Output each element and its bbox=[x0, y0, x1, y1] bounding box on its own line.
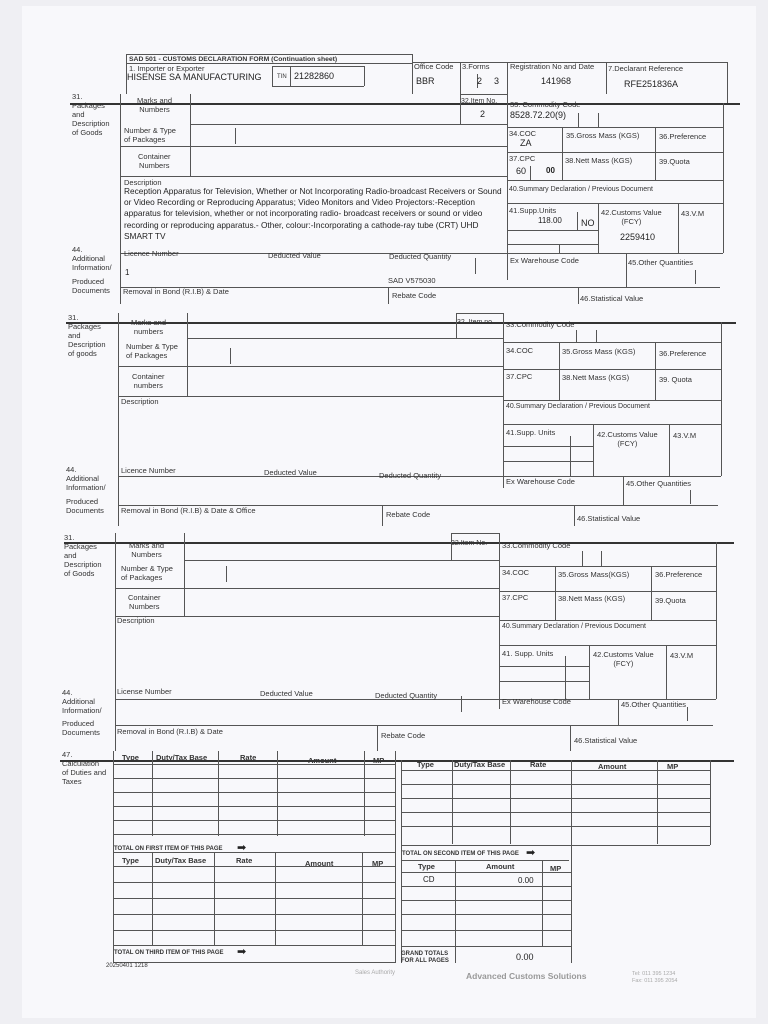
coc-label-2: 34.COC bbox=[506, 346, 534, 355]
forms-total: 3 bbox=[494, 76, 500, 86]
supp-units-label-2: 41.Supp. Units bbox=[506, 428, 556, 437]
form-title: SAD 501 - CUSTOMS DECLARATION FORM (Continuation sheet) bbox=[129, 56, 338, 63]
arrow-right-icon: ➡ bbox=[237, 842, 247, 854]
deducted-quantity-label-2: Deducted Quantity bbox=[379, 471, 442, 480]
calc-rate-header-2: Rate bbox=[530, 760, 547, 769]
produced-doc-value: SAD V575030 bbox=[388, 276, 436, 285]
total-first-label: TOTAL ON FIRST ITEM OF THIS PAGE bbox=[114, 846, 223, 852]
nett-mass-label: 38.Nett Mass (KGS) bbox=[565, 156, 633, 165]
cpc-label-3: 37.CPC bbox=[502, 593, 529, 602]
preference-label: 36.Preference bbox=[659, 132, 707, 141]
cpc-label-2: 37.CPC bbox=[506, 372, 533, 381]
total-third-label: TOTAL ON THIRD ITEM OF THIS PAGE bbox=[114, 950, 224, 956]
tin-label: TIN bbox=[277, 74, 287, 80]
vm-label-3: 43.V.M bbox=[670, 651, 694, 660]
grand-totals-label: GRAND TOTALS FOR ALL PAGES bbox=[401, 951, 449, 964]
additional-side-label-3: 44. Additional Information/ bbox=[62, 688, 102, 715]
gross-mass-label: 35.Gross Mass (KGS) bbox=[566, 131, 640, 140]
arrow-right-icon: ➡ bbox=[237, 946, 247, 958]
quota-label: 39.Quota bbox=[659, 157, 690, 166]
commodity-code-label-3: 33.Commodity Code bbox=[502, 541, 571, 550]
calc-amount-header-3: Amount bbox=[305, 859, 334, 868]
statistical-value-label-3: 46.Statistical Value bbox=[574, 736, 638, 745]
calc-rate-header-3: Rate bbox=[236, 856, 253, 865]
cpc-label: 37.CPC bbox=[509, 154, 536, 163]
number-type-label-2: Number & Type of Packages bbox=[126, 342, 178, 360]
removal-bond-label: Removal in Bond (R.I.B) & Date bbox=[123, 287, 229, 296]
customs-value-label-3: 42.Customs Value (FCY) bbox=[593, 650, 654, 668]
nett-mass-label-3: 38.Nett Mass (KGS) bbox=[558, 594, 626, 603]
calc-mp-header-1: MP bbox=[373, 756, 385, 765]
cpc-suffix: 00 bbox=[546, 166, 555, 175]
goods-description: Reception Apparatus for Television, Whether or Not Incorporating Radio-broadcast Receivers or Sound or Video Recording or Reproducing Apparatus; Video Monitors and Video Projectors:-Reception apparatus for television, whether or not incorporating radio- broadcast receivers or sound or video recording or reproducing apparatus.- Other, colour:-Incorporating a cathode-ray tube (CRT) UHD SMART TV bbox=[124, 186, 502, 241]
additional-side-label: 44. Additional Information/ bbox=[72, 245, 112, 272]
statistical-value-label: 46.Statistical Value bbox=[580, 294, 644, 303]
statistical-value-label-2: 46.Statistical Value bbox=[577, 514, 641, 523]
gross-mass-label-2: 35.Gross Mass (KGS) bbox=[562, 347, 636, 356]
produced-side-label-2: Produced Documents bbox=[66, 497, 104, 515]
supp-units-value: 118.00 bbox=[538, 216, 562, 225]
quota-label-3: 39.Quota bbox=[655, 596, 686, 605]
marks-label-2: Marks and numbers bbox=[131, 318, 167, 336]
ex-warehouse-label: Ex Warehouse Code bbox=[510, 256, 579, 265]
customs-value-label-2: 42.Customs Value (FCY) bbox=[597, 430, 658, 448]
licence-value: 1 bbox=[125, 268, 130, 277]
footer-faint-left: Sales Authority bbox=[355, 970, 396, 976]
summary-decl-label-3: 40.Summary Declaration / Previous Document bbox=[502, 623, 646, 630]
packages-side-label-3: 31. Packages and Description of Goods bbox=[64, 533, 102, 578]
removal-bond-office-label: Removal in Bond (R.I.B) & Date & Office bbox=[121, 506, 256, 515]
calc-type-header-3: Type bbox=[122, 856, 139, 865]
marks-label: Marks and Numbers bbox=[137, 96, 173, 114]
removal-bond-label-3: Removal in Bond (R.I.B) & Date bbox=[117, 727, 223, 736]
tin-value: 21282860 bbox=[294, 71, 335, 81]
rebate-code-label: Rebate Code bbox=[392, 291, 437, 300]
footer-faint-right-1: Tel: 011 395 1234 bbox=[632, 971, 676, 977]
calc-amount-header-2: Amount bbox=[598, 762, 627, 771]
licence-label-3: License Number bbox=[117, 687, 172, 696]
forms-current: 2 bbox=[477, 76, 483, 86]
coc-label-3: 34.COC bbox=[502, 568, 530, 577]
container-label-3: Container Numbers bbox=[128, 593, 161, 611]
supp-units-label-3: 41. Supp. Units bbox=[502, 649, 554, 658]
calc-base-header-3: Duty/Tax Base bbox=[155, 856, 207, 865]
description-label-3: Description bbox=[117, 616, 155, 625]
cpc-value: 60 bbox=[516, 166, 527, 176]
other-quantities-label-2: 45.Other Quantities bbox=[626, 479, 692, 488]
item-no-label-3: 32.Item No. bbox=[451, 540, 488, 547]
calc-type-header-1: Type bbox=[122, 753, 139, 762]
preference-label-2: 36.Preference bbox=[659, 349, 707, 358]
commodity-code-label-2: 33.Commodity Code bbox=[506, 320, 575, 329]
footer-company: Advanced Customs Solutions bbox=[466, 971, 587, 981]
container-label: Container Numbers bbox=[138, 152, 171, 170]
calc-amount-header-1: Amount bbox=[308, 756, 337, 765]
description-label: Description bbox=[124, 178, 162, 187]
container-label-2: Container numbers bbox=[132, 372, 165, 390]
supp-units-unit: NO bbox=[581, 218, 595, 228]
calc-side-label: 47. Calculation of Duties and Taxes bbox=[62, 750, 107, 786]
preference-label-3: 36.Preference bbox=[655, 570, 703, 579]
coc-label: 34.COC bbox=[509, 129, 537, 138]
other-quantities-label-3: 45.Other Quantities bbox=[621, 700, 687, 709]
calc-type-header-4: Type bbox=[418, 862, 435, 871]
supp-units-label: 41.Supp.Units bbox=[509, 206, 557, 215]
vm-label-2: 43.V.M bbox=[673, 431, 697, 440]
other-quantities-label: 45.Other Quantities bbox=[628, 258, 694, 267]
nett-mass-label-2: 38.Nett Mass (KGS) bbox=[562, 373, 630, 382]
coc-value: ZA bbox=[520, 138, 532, 148]
calc-base-header-1: Duty/Tax Base bbox=[156, 753, 208, 762]
licence-label: Licence Number bbox=[124, 249, 179, 258]
calc-mp-header-3: MP bbox=[372, 859, 384, 868]
calc-mp-header-4: MP bbox=[550, 864, 562, 873]
grand-total-value: 0.00 bbox=[516, 952, 534, 962]
importer-label: 1. Importer or Exporter bbox=[129, 64, 205, 73]
marks-label-3: Marks and Numbers bbox=[129, 541, 165, 559]
deducted-quantity-label: Deducted Quantity bbox=[389, 252, 452, 261]
registration-label: Registration No and Date bbox=[510, 62, 595, 71]
rebate-code-label-2: Rebate Code bbox=[386, 510, 431, 519]
ex-warehouse-label-3: Ex Warehouse Code bbox=[502, 697, 571, 706]
vm-label: 43.V.M bbox=[681, 209, 705, 218]
deducted-value-label-3: Deducted Value bbox=[260, 689, 313, 698]
number-type-label: Number & Type of Packages bbox=[124, 126, 176, 144]
item-no-label: 32.Item No. bbox=[461, 98, 498, 105]
ex-warehouse-label-2: Ex Warehouse Code bbox=[506, 477, 575, 486]
deducted-value-label: Deducted Value bbox=[268, 251, 321, 260]
registration-value: 141968 bbox=[541, 76, 572, 86]
arrow-right-icon: ➡ bbox=[526, 847, 536, 859]
description-label-2: Description bbox=[121, 397, 159, 406]
quota-label-2: 39. Quota bbox=[659, 375, 692, 384]
deducted-quantity-label-3: Deducted Quantity bbox=[375, 691, 438, 700]
importer-name: HISENSE SA MANUFACTURING bbox=[127, 72, 262, 82]
item-no-value: 2 bbox=[480, 109, 486, 119]
produced-side-label: Produced Documents bbox=[72, 277, 110, 295]
office-code-label: Office Code bbox=[414, 62, 454, 71]
rebate-code-label-3: Rebate Code bbox=[381, 731, 426, 740]
gross-mass-label-3: 35.Gross Mass(KGS) bbox=[558, 570, 630, 579]
declarant-ref-value: RFE251836A bbox=[624, 79, 679, 89]
number-type-label-3: Number & Type of Packages bbox=[121, 564, 173, 582]
licence-label-2: Licence Number bbox=[121, 466, 176, 475]
commodity-code-value: 8528.72.20(9) bbox=[510, 110, 567, 120]
commodity-code-label: 33. Commodity Code bbox=[510, 100, 581, 109]
packages-side-label-2: 31. Packages and Description of goods bbox=[68, 313, 106, 358]
deducted-value-label-2: Deducted Value bbox=[264, 468, 317, 477]
summary-decl-label: 40.Summary Declaration / Previous Document bbox=[509, 186, 653, 193]
produced-side-label-3: Produced Documents bbox=[62, 719, 100, 737]
item-no-label-2: 32. Item no. bbox=[457, 319, 494, 326]
total-amount-value: 0.00 bbox=[518, 876, 534, 885]
customs-value-label: 42.Customs Value (FCY) bbox=[601, 208, 662, 226]
forms-label: 3.Forms bbox=[462, 62, 490, 71]
summary-decl-label-2: 40.Summary Declaration / Previous Document bbox=[506, 403, 650, 410]
footer-code: 20250401 1218 bbox=[106, 963, 148, 969]
calc-rate-header-1: Rate bbox=[240, 753, 257, 762]
calc-amount-header-4: Amount bbox=[486, 862, 515, 871]
packages-side-label: 31. Packages and Description of Goods bbox=[72, 92, 110, 137]
total-type-value: CD bbox=[423, 875, 435, 884]
office-code-value: BBR bbox=[416, 76, 435, 86]
customs-value: 2259410 bbox=[620, 232, 656, 242]
total-second-label: TOTAL ON SECOND ITEM OF THIS PAGE bbox=[402, 851, 519, 857]
calc-type-header-2: Type bbox=[417, 760, 434, 769]
calc-mp-header-2: MP bbox=[667, 762, 679, 771]
calc-base-header-2: Duty/Tax Base bbox=[454, 760, 506, 769]
declarant-ref-label: 7.Declarant Reference bbox=[608, 64, 684, 73]
footer-faint-right-2: Fax: 011 395 2054 bbox=[632, 978, 678, 984]
additional-side-label-2: 44. Additional Information/ bbox=[66, 465, 106, 492]
